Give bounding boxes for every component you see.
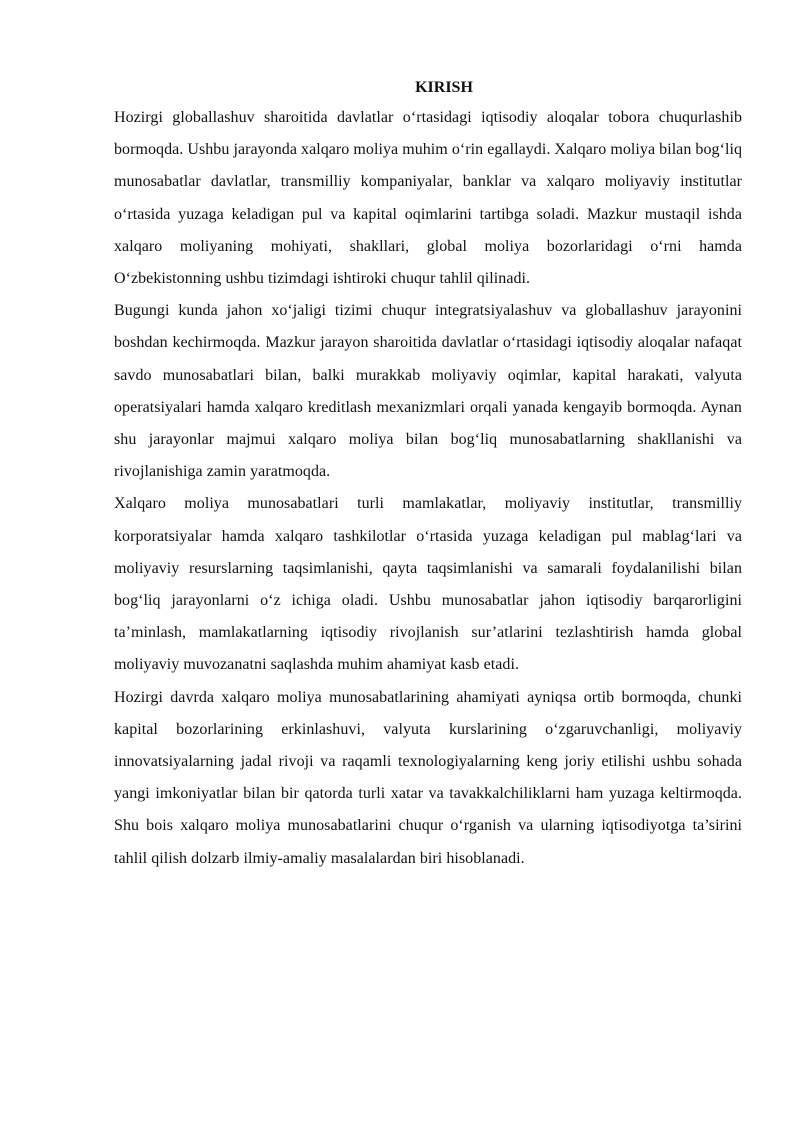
paragraph-3: Xalqaro moliya munosabatlari turli mamlakatlar, moliyaviy institutlar, transmilliy korporatsiyalar hamda xalqaro tashkilotlar o‘rtasida yuzaga keladigan pul mablag‘lari va moliyaviy resurslarning taqsimlanishi, qayta taqsimlanishi va samarali foydalanilishi bilan bog‘liq jarayonlarni o‘z ichiga oladi. Ushbu munosabatlar jahon iqtisodiy barqarorligini ta’minlash, mamlakatlarning iqtisodiy rivojlanish sur’atlarini tezlashtirish hamda global moliyaviy muvozanatni saqlashda muhim ahamiyat kasb etadi.	[114, 495, 742, 674]
paragraph-4: Hozirgi davrda xalqaro moliya munosabatlarining ahamiyati ayniqsa ortib bormoqda, chunki kapital bozorlarining erkinlashuvi, valyuta kurslarining o‘zgaruvchanligi, moliyaviy innovatsiyalarning jadal rivoji va raqamli texnologiyalarning keng joriy etilishi ushbu sohada yangi imkoniyatlar bilan bir qatorda turli xatar va tavakkalchiliklarni ham yuzaga keltirmoqda. Shu bois xalqaro moliya munosabatlarini chuqur o‘rganish va ularning iqtisodiyotga ta’sirini tahlil qilish dolzarb ilmiy-amaliy masalalardan biri hisoblanadi.	[114, 688, 742, 867]
paragraph-2: Bugungi kunda jahon xo‘jaligi tizimi chuqur integratsiyalashuv va globallashuv jarayonini boshdan kechirmoqda. Mazkur jarayon sharoitida davlatlar o‘rtasidagi iqtisodiy aloqalar nafaqat savdo munosabatlari bilan, balki murakkab moliyaviy oqimlar, kapital harakati, valyuta operatsiyalari hamda xalqaro kreditlash mexanizmlari orqali yanada kengayib bormoqda. Aynan shu jarayonlar majmui xalqaro moliya bilan bog‘liq munosabatlarning shakllanishi va rivojlanishiga zamin yaratmoqda.	[114, 302, 742, 481]
paragraph-1: Hozirgi globallashuv sharoitida davlatlar o‘rtasidagi iqtisodiy aloqalar tobora chuqurlashib bormoqda. Ushbu jarayonda xalqaro moliya muhim o‘rin egallaydi. Xalqaro moliya bilan bog‘liq munosabatlar davlatlar, transmilliy kompaniyalar, banklar va xalqaro moliyaviy institutlar o‘rtasida yuzaga keladigan pul va kapital oqimlarini tartibga soladi. Mazkur mustaqil ishda xalqaro moliyaning mohiyati, shakllari, global moliya bozorlaridagi o‘rni hamda O‘zbekistonning ushbu tizimdagi ishtiroki chuqur tahlil qilinadi.	[114, 109, 743, 288]
page-title: KIRISH	[415, 79, 473, 96]
document-page	[114, 74, 742, 875]
